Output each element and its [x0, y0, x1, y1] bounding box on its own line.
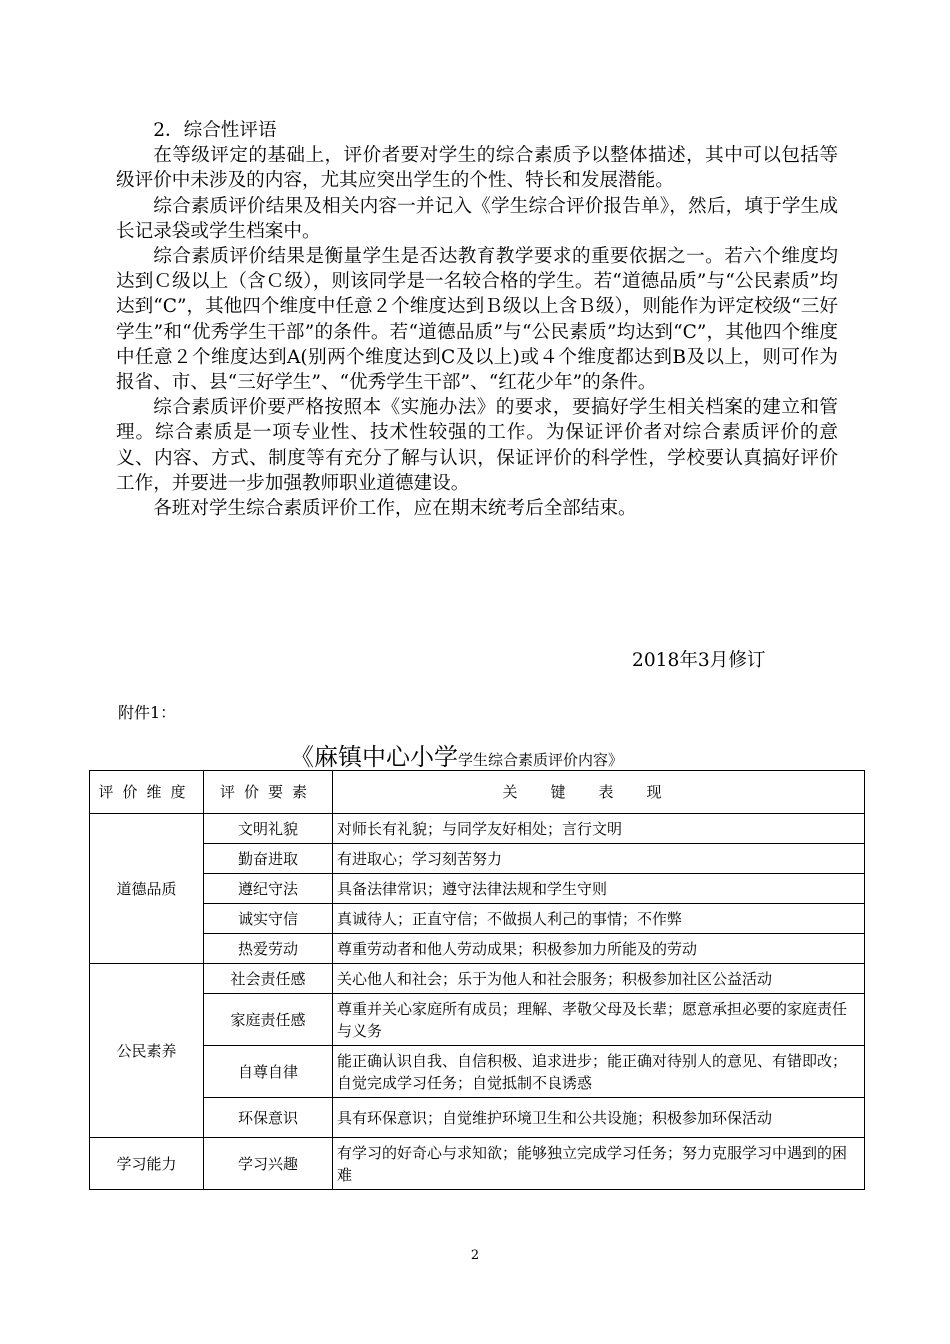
- table-header-row: [90, 771, 865, 814]
- performance-cell: 尊重劳动者和他人劳动成果；积极参加力所能及的劳动: [333, 934, 865, 964]
- header-dimension: 评价维度: [90, 771, 204, 814]
- table-row: [90, 934, 865, 964]
- table-title: [290, 737, 623, 772]
- element-cell: 自尊自律: [204, 1046, 333, 1098]
- element-cell: 遵纪守法: [204, 874, 333, 904]
- revision-date: 2018年3月修订: [632, 650, 766, 671]
- table-row: [90, 1098, 865, 1138]
- table-row: [90, 1046, 865, 1098]
- performance-cell: 真诚待人；正直守信；不做损人利己的事情；不作弊: [333, 904, 865, 934]
- paragraph-5: 各班对学生综合素质评价工作，应在期末统考后全部结束。: [153, 498, 637, 520]
- performance-cell: 有学习的好奇心与求知欲；能够独立完成学习任务；努力克服学习中遇到的困难: [333, 1138, 865, 1190]
- performance-cell: 能正确认识自我、自信积极、追求进步；能正确对待别人的意见、有错即改；自觉完成学习任务；自觉抵制不良诱惑: [333, 1046, 865, 1098]
- paragraph-1: 在等级评定的基础上，评价者要对学生的综合素质予以整体描述，其中可以包括等级评价中未涉及的内容，尤其应突出学生的个性、特长和发展潜能。: [116, 145, 838, 192]
- attachment-label: 附件1：: [118, 703, 177, 722]
- paragraph-3: 综合素质评价结果是衡量学生是否达教育教学要求的重要依据之一。若六个维度均达到Ｃ级以上（含Ｃ级），则该同学是一名较合格的学生。若“道德品质”与“公民素质”均达到“C”，其他四个维度中任意２个维度达到Ｂ级以上含Ｂ级），则能作为评定校级“三好学生”和“优秀学生干部”的条件。若“道德品质”与“公民素质”均达到“C”，其他四个维度中任意２个维度达到A(别两个维度达到C及以上)或４个维度都达到B及以上，则可作为报省、市、县“三好学生”、“优秀学生干部”、“红花少年”的条件。: [116, 246, 838, 394]
- body-text: [116, 118, 838, 521]
- header-performance: 关键表现: [333, 771, 865, 814]
- table-row: [90, 964, 865, 994]
- element-cell: 环保意识: [204, 1098, 333, 1138]
- element-cell: 家庭责任感: [204, 994, 333, 1046]
- table-title-sub: 学生综合素质评价内容》: [458, 751, 624, 769]
- dimension-cell: 公民素养: [90, 964, 204, 1138]
- performance-cell: 有进取心；学习刻苦努力: [333, 844, 865, 874]
- table-row: [90, 1138, 865, 1190]
- dimension-cell: 学习能力: [90, 1138, 204, 1190]
- dimension-cell: 道德品质: [90, 814, 204, 964]
- table-row: [90, 994, 865, 1046]
- paragraph-2: 综合素质评价结果及相关内容一并记入《学生综合评价报告单》，然后，填于学生成长记录袋或学生档案中。: [116, 195, 838, 242]
- performance-cell: 具有环保意识；自觉维护环境卫生和公共设施；积极参加环保活动: [333, 1098, 865, 1138]
- element-cell: 学习兴趣: [204, 1138, 333, 1190]
- table-row: [90, 874, 865, 904]
- element-cell: 社会责任感: [204, 964, 333, 994]
- paragraph-4: 综合素质评价要严格按照本《实施办法》的要求，要搞好学生相关档案的建立和管理。综合素质是一项专业性、技术性较强的工作。为保证评价者对综合素质评价的意义、内容、方式、制度等有充分了解与认识，保证评价的科学性，学校要认真搞好评价工作，并要进一步加强教师职业道德建设。: [116, 397, 838, 494]
- header-element: 评价要素: [204, 771, 333, 814]
- performance-cell: 具备法律常识；遵守法律法规和学生守则: [333, 874, 865, 904]
- element-cell: 勤奋进取: [204, 844, 333, 874]
- table-row: [90, 844, 865, 874]
- performance-cell: 尊重并关心家庭所有成员；理解、孝敬父母及长辈；愿意承担必要的家庭责任与义务: [333, 994, 865, 1046]
- page-number: 2: [470, 1248, 480, 1263]
- performance-cell: 对师长有礼貌；与同学友好相处；言行文明: [333, 814, 865, 844]
- section-heading: 2．综合性评语: [153, 120, 277, 141]
- element-cell: 热爱劳动: [204, 934, 333, 964]
- evaluation-table: [89, 770, 865, 1190]
- table-row: [90, 814, 865, 844]
- element-cell: 诚实守信: [204, 904, 333, 934]
- table-row: [90, 904, 865, 934]
- table-title-main: 《麻镇中心小学: [290, 743, 458, 771]
- performance-cell: 关心他人和社会；乐于为他人和社会服务；积极参加社区公益活动: [333, 964, 865, 994]
- element-cell: 文明礼貌: [204, 814, 333, 844]
